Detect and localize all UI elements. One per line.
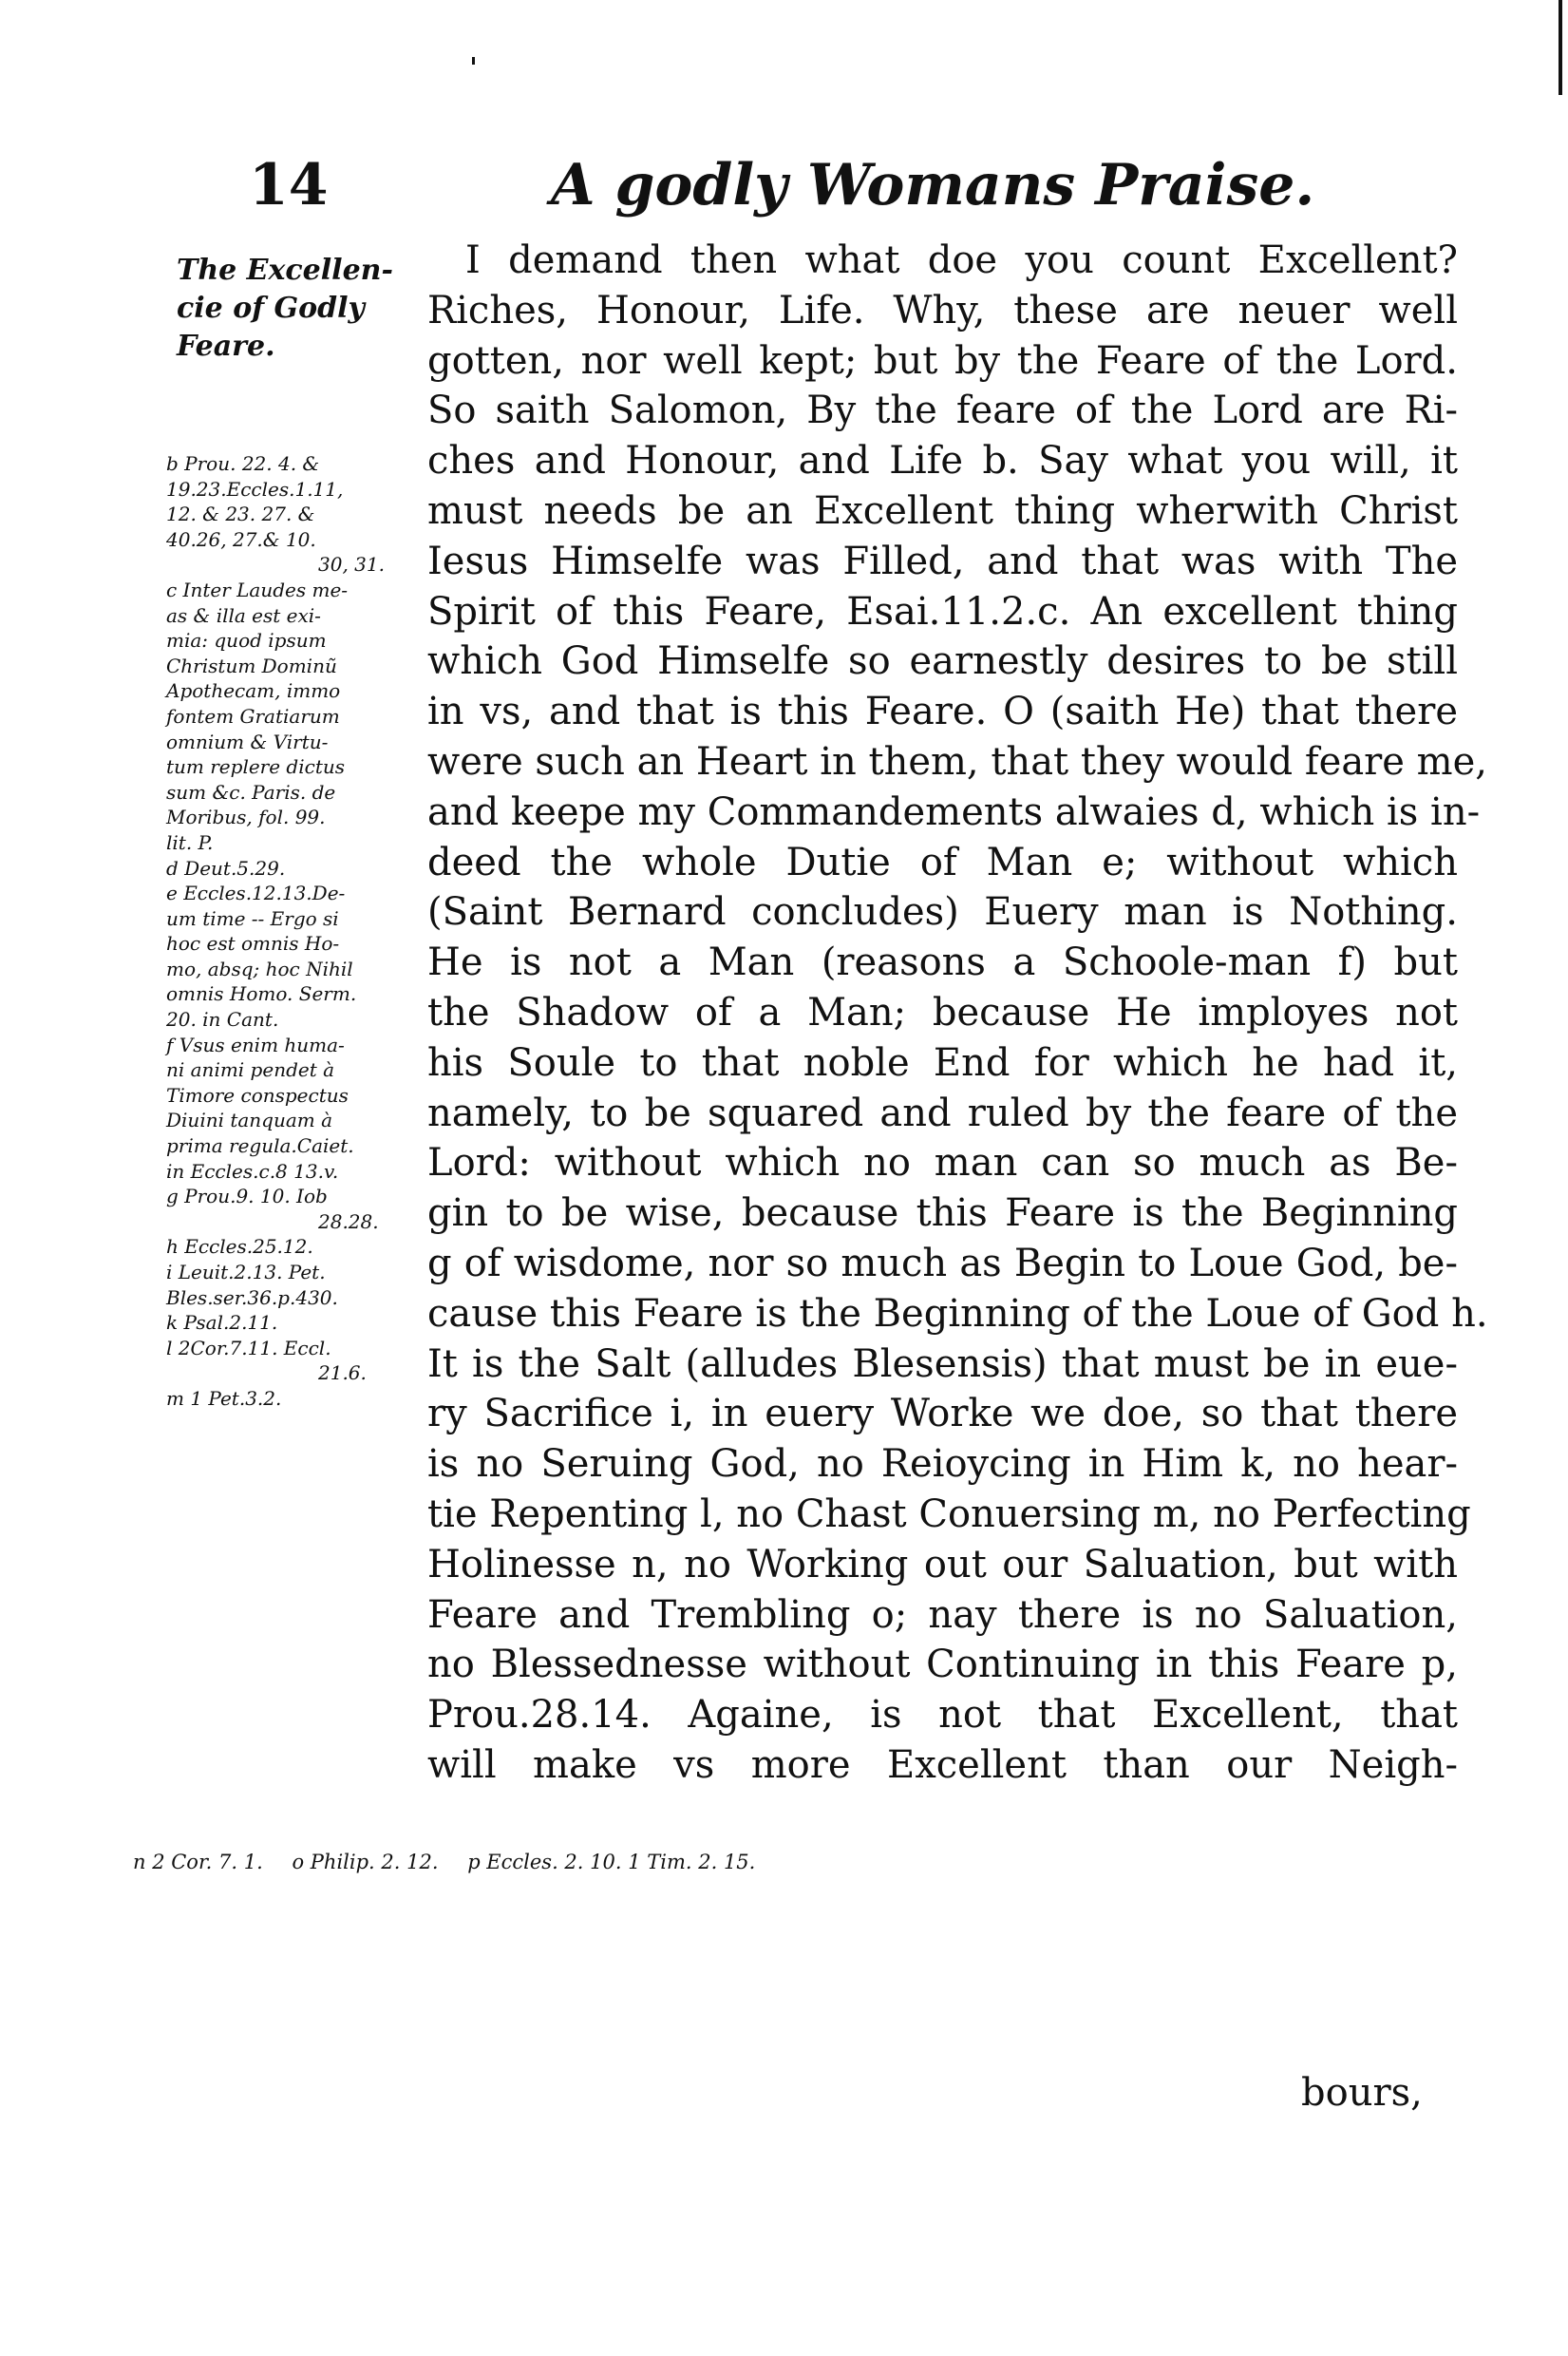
margin-note-line: omnis Homo. Serm. (166, 982, 357, 1006)
margin-note-line: prima regula.Caiet. (166, 1134, 354, 1158)
ink-speck (472, 57, 475, 65)
margin-note-line: d Deut.5.29. (166, 856, 286, 880)
side-heading-line: The Excellen- (177, 254, 393, 287)
body-line: namely, to be squared and ruled by the feare of the (427, 1091, 1458, 1135)
margin-note-line: Diuini tanquam à (166, 1109, 333, 1132)
body-line: tie Repenting l, no Chast Conuersing m, no Perfecting (427, 1492, 1471, 1536)
body-line: cause this Feare is the Beginning of the Loue of God h. (427, 1291, 1488, 1336)
margin-note-line: as & illa est exi- (166, 603, 321, 627)
margin-note-line: 12. & 23. 27. & (166, 503, 315, 526)
margin-note-line: sum &c. Paris. de (166, 780, 336, 804)
margin-note-line: 28.28. (318, 1209, 379, 1233)
margin-note-line: lit. P. (166, 830, 214, 854)
body-line: Feare and Trembling o; nay there is no Saluation, (427, 1592, 1458, 1637)
running-title: A godly Womans Praise. (551, 152, 1315, 218)
body-line: Prou.28.14. Againe, is not that Excellent, that (427, 1693, 1458, 1738)
body-line: I demand then what doe you count Excellent? (465, 238, 1458, 282)
margin-note-line: k Psal.2.11. (166, 1311, 278, 1335)
margin-note-line: um time -- Ergo si (166, 906, 339, 930)
margin-note-line: c Inter Laudes me- (166, 578, 349, 601)
body-line: g of wisdome, nor so much as Begin to Loue God, be- (427, 1241, 1458, 1285)
body-line: in vs, and that is this Feare. O (saith He) that there (427, 690, 1458, 734)
body-line: So saith Salomon, By the feare of the Lord are Ri- (427, 389, 1458, 433)
margin-note-line: i Leuit.2.13. Pet. (166, 1261, 326, 1283)
margin-note-line: f Vsus enim huma- (166, 1033, 345, 1056)
page-header (0, 142, 1568, 247)
margin-note-line: fontem Gratiarum (166, 704, 340, 728)
side-heading-line: cie of Godly (177, 292, 365, 325)
body-line: deed the whole Dutie of Man e; without which (427, 840, 1458, 884)
body-line: Iesus Himselfe was Filled, and that was with The (427, 539, 1458, 583)
margin-note-line: Moribus, fol. 99. (166, 806, 326, 829)
body-line: were such an Heart in them, that they would feare me, (427, 739, 1487, 784)
body-line: must needs be an Excellent thing wherwith Christ (427, 488, 1458, 533)
footnotes (133, 1851, 778, 1873)
body-line: is no Seruing God, no Reioycing in Him k, no hear- (427, 1442, 1458, 1487)
body-line: which God Himselfe so earnestly desires to be still (427, 639, 1458, 684)
margin-note-line: 21.6. (318, 1361, 367, 1385)
side-heading (177, 252, 433, 366)
margin-note-line: l 2Cor.7.11. Eccl. (166, 1336, 331, 1359)
margin-note-line: Bles.ser.36.p.430. (166, 1285, 338, 1309)
body-line: Holinesse n, no Working out our Saluation, but with (427, 1542, 1458, 1586)
margin-note-line: hoc est omnis Ho- (166, 932, 340, 956)
catchword: bours, (1301, 2071, 1423, 2115)
body-line: the Shadow of a Man; because He imployes not (427, 990, 1458, 1035)
margin-note-line: mia: quod ipsum (166, 629, 327, 653)
margin-note-line: m 1 Pet.3.2. (166, 1386, 282, 1410)
body-line: and keepe my Commandements alwaies d, which is in- (427, 789, 1481, 834)
margin-note-line: e Eccles.12.13.De- (166, 882, 346, 905)
body-line: ches and Honour, and Life b. Say what you will, it (427, 439, 1458, 484)
body-text (427, 236, 1488, 1791)
margin-note-line: 19.23.Eccles.1.11, (166, 477, 344, 501)
page-number: 14 (249, 152, 329, 218)
margin-note-line: in Eccles.c.8 13.v. (166, 1159, 339, 1183)
body-line: (Saint Bernard concludes) Euery man is Nothing. (427, 890, 1458, 935)
margin-note-line: 30, 31. (318, 553, 385, 577)
margin-note-line: mo, absq; hoc Nihil (166, 957, 353, 980)
body-line: He is not a Man (reasons a Schoole-man f) but (427, 940, 1458, 985)
body-line: gotten, nor well kept; but by the Feare of the Lord. (427, 338, 1458, 383)
body-line: Riches, Honour, Life. Why, these are neuer well (427, 288, 1458, 332)
footnote: p Eccles. 2. 10. 1 Tim. 2. 15. (467, 1851, 756, 1873)
body-line: It is the Salt (alludes Blesensis) that must be in eue- (427, 1341, 1458, 1386)
body-line: gin to be wise, because this Feare is the Beginning (427, 1191, 1458, 1236)
margin-note-line: ni animi pendet à (166, 1058, 335, 1082)
margin-note-line: omnium & Virtu- (166, 730, 329, 753)
body-line: his Soule to that noble End for which he had it, (427, 1040, 1458, 1085)
body-line: no Blessednesse without Continuing in this Feare p, (427, 1643, 1458, 1687)
margin-note-line: 20. in Cant. (166, 1008, 279, 1032)
margin-note-line: g Prou.9. 10. Iob (166, 1185, 328, 1208)
margin-note-line: h Eccles.25.12. (166, 1235, 313, 1259)
footnote: o Philip. 2. 12. (292, 1851, 439, 1873)
body-line: Lord: without which no man can so much as Be- (427, 1141, 1458, 1186)
margin-note-line: tum replere dictus (166, 755, 346, 779)
body-line: ry Sacrifice i, in euery Worke we doe, so that there (427, 1392, 1458, 1436)
page-edge-rule (1559, 0, 1562, 95)
margin-note-line: Apothecam, immo (166, 679, 341, 703)
body-line: will make vs more Excellent than our Neigh- (427, 1742, 1458, 1787)
margin-note-line: 40.26, 27.& 10. (166, 527, 316, 551)
footnote: n 2 Cor. 7. 1. (133, 1851, 263, 1873)
margin-notes (166, 451, 442, 1412)
margin-note-line: b Prou. 22. 4. & (166, 452, 320, 475)
margin-note-line: Timore conspectus (166, 1083, 349, 1107)
margin-note-line: Christum Dominũ (166, 654, 337, 677)
body-line: Spirit of this Feare, Esai.11.2.c. An excellent thing (427, 589, 1458, 634)
side-heading-line: Feare. (177, 330, 275, 363)
